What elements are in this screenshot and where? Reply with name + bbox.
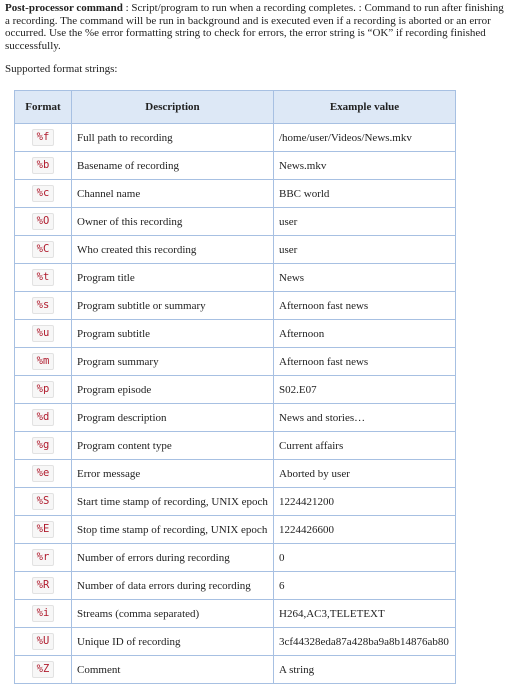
- format-code: %S: [32, 493, 55, 510]
- table-row: [15, 628, 456, 656]
- format-cell: [15, 348, 72, 376]
- format-code: %f: [32, 129, 55, 146]
- table-row: [15, 404, 456, 432]
- description-cell: Program content type: [72, 432, 274, 460]
- table-row: [15, 264, 456, 292]
- format-code: %u: [32, 325, 55, 342]
- format-cell: [15, 152, 72, 180]
- description-cell: Full path to recording: [72, 124, 274, 152]
- description-cell: Start time stamp of recording, UNIX epoch: [72, 488, 274, 516]
- format-code: %d: [32, 409, 55, 426]
- table-row: [15, 320, 456, 348]
- table-row: [15, 600, 456, 628]
- format-cell: [15, 404, 72, 432]
- example-value-cell: News.mkv: [274, 152, 456, 180]
- format-cell: [15, 236, 72, 264]
- description-cell: Comment: [72, 656, 274, 684]
- example-value-cell: 0: [274, 544, 456, 572]
- table-row: [15, 208, 456, 236]
- format-code: %m: [32, 353, 55, 370]
- table-row: [15, 152, 456, 180]
- format-cell: [15, 432, 72, 460]
- description-cell: Who created this recording: [72, 236, 274, 264]
- example-value-cell: Aborted by user: [274, 460, 456, 488]
- example-value-cell: News: [274, 264, 456, 292]
- description-cell: Program episode: [72, 376, 274, 404]
- table-row: [15, 376, 456, 404]
- table-row: [15, 572, 456, 600]
- example-value-cell: 1224426600: [274, 516, 456, 544]
- format-code: %c: [32, 185, 55, 202]
- table-row: [15, 292, 456, 320]
- description-cell: Number of data errors during recording: [72, 572, 274, 600]
- table-header-row: [15, 91, 456, 124]
- format-cell: [15, 628, 72, 656]
- description-cell: Stop time stamp of recording, UNIX epoch: [72, 516, 274, 544]
- description-cell: Number of errors during recording: [72, 544, 274, 572]
- format-cell: [15, 656, 72, 684]
- format-cell: [15, 208, 72, 236]
- description-cell: Program description: [72, 404, 274, 432]
- format-code: %t: [32, 269, 55, 286]
- format-code: %g: [32, 437, 55, 454]
- format-cell: [15, 292, 72, 320]
- intro-heading: Post-processor command: [5, 2, 123, 14]
- format-strings-table: [14, 90, 456, 684]
- example-value-cell: Current affairs: [274, 432, 456, 460]
- example-value-cell: /home/user/Videos/News.mkv: [274, 124, 456, 152]
- format-code: %Z: [32, 661, 55, 678]
- format-code: %r: [32, 549, 55, 566]
- format-code: %O: [32, 213, 55, 230]
- header-format: Format: [15, 91, 72, 124]
- example-value-cell: 3cf44328eda87a428ba9a8b14876ab80: [274, 628, 456, 656]
- format-cell: [15, 180, 72, 208]
- format-code: %b: [32, 157, 55, 174]
- table-row: [15, 432, 456, 460]
- example-value-cell: A string: [274, 656, 456, 684]
- format-cell: [15, 572, 72, 600]
- table-row: [15, 488, 456, 516]
- format-cell: [15, 600, 72, 628]
- description-cell: Error message: [72, 460, 274, 488]
- example-value-cell: H264,AC3,TELETEXT: [274, 600, 456, 628]
- intro-text: : Script/program to run when a recording completes. : Command to run after finishing a recording. The command will be run in background and is executed even if a recording is aborted or an error occurred. Use the %e error formatting string to check for errors, the error string is “OK” if recording finished successfully.: [5, 2, 504, 52]
- table-row: [15, 348, 456, 376]
- format-code: %s: [32, 297, 55, 314]
- format-cell: [15, 320, 72, 348]
- description-cell: Owner of this recording: [72, 208, 274, 236]
- format-code: %p: [32, 381, 55, 398]
- format-code: %E: [32, 521, 55, 538]
- table-row: [15, 236, 456, 264]
- example-value-cell: Afternoon fast news: [274, 292, 456, 320]
- table-row: [15, 180, 456, 208]
- header-example-value: Example value: [274, 91, 456, 124]
- description-cell: Channel name: [72, 180, 274, 208]
- example-value-cell: user: [274, 208, 456, 236]
- intro-paragraph: [5, 2, 507, 52]
- table-row: [15, 516, 456, 544]
- format-cell: [15, 264, 72, 292]
- description-cell: Program subtitle or summary: [72, 292, 274, 320]
- table-row: [15, 544, 456, 572]
- format-cell: [15, 516, 72, 544]
- example-value-cell: BBC world: [274, 180, 456, 208]
- format-code: %C: [32, 241, 55, 258]
- description-cell: Program subtitle: [72, 320, 274, 348]
- description-cell: Unique ID of recording: [72, 628, 274, 656]
- example-value-cell: 6: [274, 572, 456, 600]
- example-value-cell: News and stories…: [274, 404, 456, 432]
- format-cell: [15, 544, 72, 572]
- format-cell: [15, 488, 72, 516]
- table-row: [15, 656, 456, 684]
- format-cell: [15, 124, 72, 152]
- format-code: %e: [32, 465, 55, 482]
- description-cell: Streams (comma separated): [72, 600, 274, 628]
- format-code: %i: [32, 605, 55, 622]
- example-value-cell: Afternoon: [274, 320, 456, 348]
- example-value-cell: 1224421200: [274, 488, 456, 516]
- format-cell: [15, 376, 72, 404]
- table-row: [15, 124, 456, 152]
- format-cell: [15, 460, 72, 488]
- header-description: Description: [72, 91, 274, 124]
- description-cell: Program title: [72, 264, 274, 292]
- example-value-cell: user: [274, 236, 456, 264]
- description-cell: Program summary: [72, 348, 274, 376]
- description-cell: Basename of recording: [72, 152, 274, 180]
- example-value-cell: S02.E07: [274, 376, 456, 404]
- format-code: %R: [32, 577, 55, 594]
- supported-label: Supported format strings:: [5, 63, 118, 75]
- format-code: %U: [32, 633, 55, 650]
- example-value-cell: Afternoon fast news: [274, 348, 456, 376]
- table-row: [15, 460, 456, 488]
